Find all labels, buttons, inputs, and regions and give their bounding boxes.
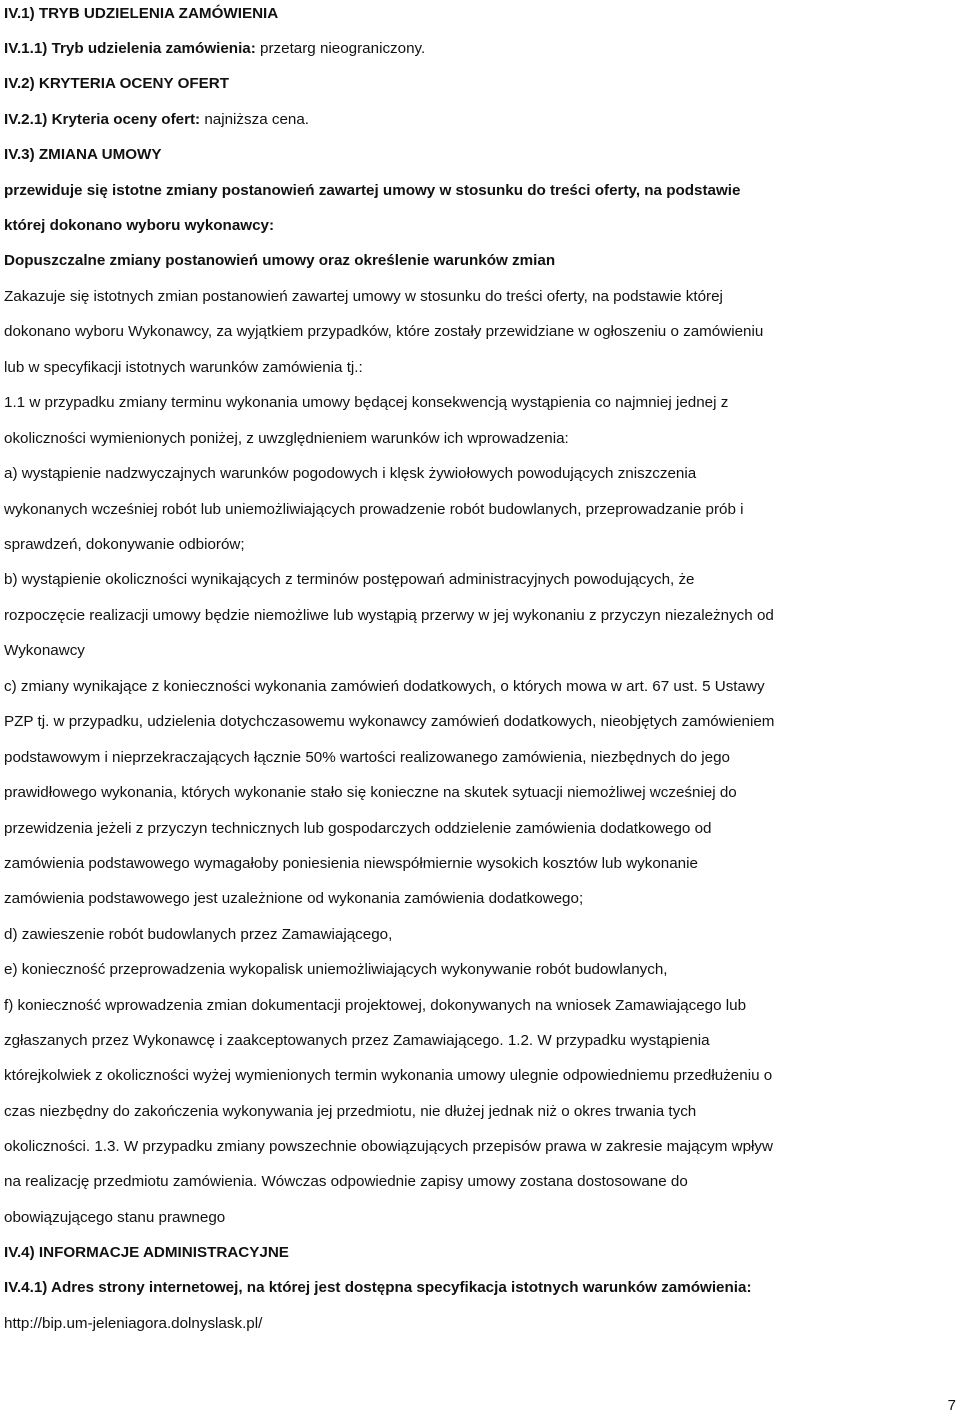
regular-text: c) zmiany wynikające z konieczności wykonania zamówień dodatkowych, o których mowa w art. 67 ust. 5 Ustawy [4, 678, 765, 695]
regular-text: którejkolwiek z okoliczności wyżej wymienionych termin wykonania umowy ulegnie odpowiedniemu przedłużeniu o [4, 1067, 773, 1084]
regular-text: najniższa cena. [200, 111, 310, 128]
text-line [4, 322, 763, 342]
text-line [4, 819, 711, 839]
regular-text: zamówienia podstawowego jest uzależnione od wykonania zamówienia dodatkowego; [4, 890, 584, 907]
text-line [4, 535, 245, 555]
regular-text: rozpoczęcie realizacji umowy będzie niemożliwe lub wystąpią przerwy w jej wykonaniu z przyczyn niezależnych od [4, 607, 774, 624]
regular-text: dokonano wyboru Wykonawcy, za wyjątkiem przypadków, które zostały przewidziane w ogłoszeniu o zamówieniu [4, 323, 764, 340]
text-line [4, 712, 774, 732]
text-line [4, 1031, 710, 1051]
regular-text: f) konieczność wprowadzenia zmian dokumentacji projektowej, dokonywanych na wniosek Zamawiającego lub [4, 997, 747, 1014]
text-line [4, 464, 696, 484]
regular-text: a) wystąpienie nadzwyczajnych warunków pogodowych i klęsk żywiołowych powodujących zniszczenia [4, 465, 697, 482]
text-line [4, 74, 229, 94]
regular-text: przetarg nieograniczony. [255, 40, 426, 57]
regular-text: PZP tj. w przypadku, udzielenia dotychczasowemu wykonawcy zamówień dodatkowych, nieobjętych zamówieniem [4, 713, 775, 730]
text-line [4, 677, 765, 697]
regular-text: Wykonawcy [4, 642, 85, 659]
text-line [4, 429, 569, 449]
text-line [4, 216, 274, 236]
regular-text: http://bip.um-jeleniagora.dolnyslask.pl/ [4, 1315, 263, 1332]
text-line [4, 4, 278, 24]
bold-text: IV.4) INFORMACJE ADMINISTRACYJNE [4, 1244, 289, 1261]
text-line [4, 358, 363, 378]
regular-text: e) konieczność przeprowadzenia wykopalisk uniemożliwiających wykonywanie robót budowlanych, [4, 961, 668, 978]
text-line [4, 251, 555, 271]
text-line [4, 854, 698, 874]
text-line [4, 960, 668, 980]
regular-text: okoliczności. 1.3. W przypadku zmiany powszechnie obowiązujących przepisów prawa w zakresie mającym wpływ [4, 1138, 773, 1155]
text-line [4, 1137, 773, 1157]
page-number: 7 [947, 1397, 956, 1414]
text-line [4, 641, 85, 661]
regular-text: czas niezbędny do zakończenia wykonywania jej przedmiotu, nie dłużej jednak niż o okres trwania tych [4, 1103, 697, 1120]
regular-text: 1.1 w przypadku zmiany terminu wykonania umowy będącej konsekwencją wystąpienia co najmniej jednej z [4, 394, 729, 411]
regular-text: zgłaszanych przez Wykonawcę i zaakceptowanych przez Zamawiającego. 1.2. W przypadku wystąpienia [4, 1032, 710, 1049]
text-line [4, 145, 162, 165]
text-line [4, 181, 740, 201]
text-line [4, 996, 746, 1016]
bold-text: IV.2.1) Kryteria oceny ofert: [4, 111, 201, 128]
regular-text: prawidłowego wykonania, których wykonanie stało się konieczne na skutek sytuacji niemożliwej wcześniej do [4, 784, 737, 801]
bold-text: IV.1) TRYB UDZIELENIA ZAMÓWIENIA [4, 5, 279, 22]
text-line [4, 1208, 225, 1228]
text-line [4, 925, 392, 945]
text-line [4, 110, 309, 130]
regular-text: obowiązującego stanu prawnego [4, 1209, 226, 1226]
regular-text: d) zawieszenie robót budowlanych przez Zamawiającego, [4, 926, 393, 943]
bold-text: IV.3) ZMIANA UMOWY [4, 146, 162, 163]
regular-text: sprawdzeń, dokonywanie odbiorów; [4, 536, 245, 553]
text-line [4, 1102, 696, 1122]
text-line [4, 500, 744, 520]
regular-text: przewidzenia jeżeli z przyczyn technicznych lub gospodarczych oddzielenie zamówienia dodatkowego od [4, 820, 712, 837]
text-line [4, 39, 425, 59]
text-line [4, 1314, 262, 1334]
text-line [4, 889, 583, 909]
bold-text: przewiduje się istotne zmiany postanowień zawartej umowy w stosunku do treści oferty, na podstawie [4, 182, 741, 199]
bold-text: Dopuszczalne zmiany postanowień umowy oraz określenie warunków zmian [4, 252, 556, 269]
bold-text: IV.2) KRYTERIA OCENY OFERT [4, 75, 230, 92]
regular-text: na realizację przedmiotu zamówienia. Wówczas odpowiednie zapisy umowy zostana dostosowane do [4, 1173, 688, 1190]
text-line [4, 1243, 289, 1263]
text-line [4, 393, 728, 413]
regular-text: zamówienia podstawowego wymagałoby poniesienia niewspółmiernie wysokich kosztów lub wykonanie [4, 855, 698, 872]
text-line [4, 1066, 772, 1086]
text-line [4, 1278, 752, 1298]
text-line [4, 748, 730, 768]
regular-text: podstawowym i nieprzekraczających łącznie 50% wartości realizowanego zamówienia, niezbędnych do jego [4, 749, 731, 766]
text-line [4, 287, 723, 307]
regular-text: lub w specyfikacji istotnych warunków zamówienia tj.: [4, 359, 363, 376]
regular-text: Zakazuje się istotnych zmian postanowień zawartej umowy w stosunku do treści oferty, na podstawie której [4, 288, 723, 305]
text-line [4, 606, 774, 626]
text-line [4, 1172, 688, 1192]
regular-text: b) wystąpienie okoliczności wynikających z terminów postępowań administracyjnych powodujących, że [4, 571, 695, 588]
bold-text: której dokonano wyboru wykonawcy: [4, 217, 275, 234]
text-line [4, 570, 695, 590]
bold-text: IV.1.1) Tryb udzielenia zamówienia: [4, 40, 256, 57]
regular-text: okoliczności wymienionych poniżej, z uwzględnieniem warunków ich wprowadzenia: [4, 430, 569, 447]
regular-text: wykonanych wcześniej robót lub uniemożliwiających prowadzenie robót budowlanych, przeprowadzanie prób i [4, 501, 744, 518]
bold-text: IV.4.1) Adres strony internetowej, na której jest dostępna specyfikacja istotnych warunków zamówienia: [4, 1279, 752, 1296]
text-line [4, 783, 737, 803]
